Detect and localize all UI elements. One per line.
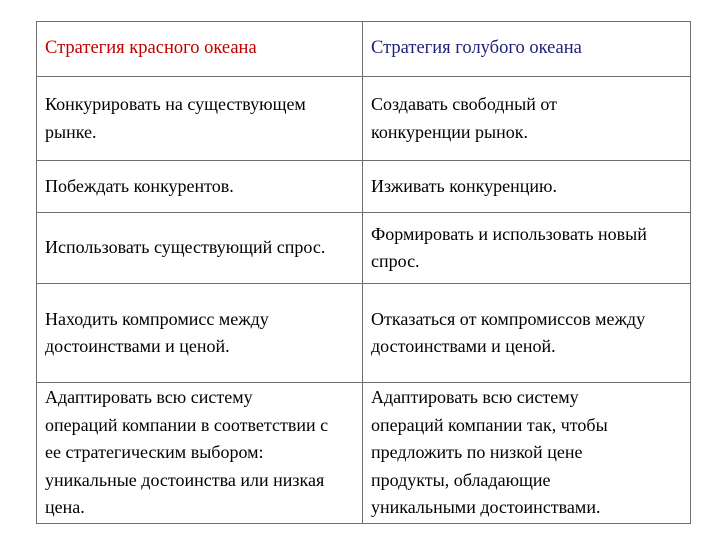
red-ocean-cell: Побеждать конкурентов. [37,161,363,212]
table-row [37,284,690,383]
blue-ocean-cell: Создавать свободный от конкуренции рынок. [371,94,557,142]
blue-ocean-cell: Адаптировать всю систему операций компании так, чтобы предложить по низкой цене продукты, обладающие уникальными достоинствами. [371,387,608,518]
red-ocean-cell: Использовать существующий спрос. [37,213,363,283]
table-header-row [37,22,690,77]
blue-ocean-cell: Формировать и использовать новый спрос. [371,223,647,271]
strategy-comparison-table [36,21,691,524]
blue-ocean-header: Стратегия голубого океана [371,38,582,59]
table-row [37,77,690,161]
red-ocean-header: Стратегия красного океана [37,22,363,76]
table-row [37,213,690,284]
table-row [37,161,690,213]
red-ocean-cell: Адаптировать всю систему операций компании в соответствии с ее стратегическим выбором: уникальные достоинства или низкая цена. [37,383,363,523]
blue-ocean-cell: Изживать конкуренцию. [371,175,558,196]
red-ocean-cell: Находить компромисс между достоинствами и ценой. [37,284,363,382]
blue-ocean-cell: Отказаться от компромиссов между достоинствами и ценой. [371,308,646,356]
red-ocean-cell: Конкурировать на существующем рынке. [37,77,363,160]
table-row [37,383,690,523]
